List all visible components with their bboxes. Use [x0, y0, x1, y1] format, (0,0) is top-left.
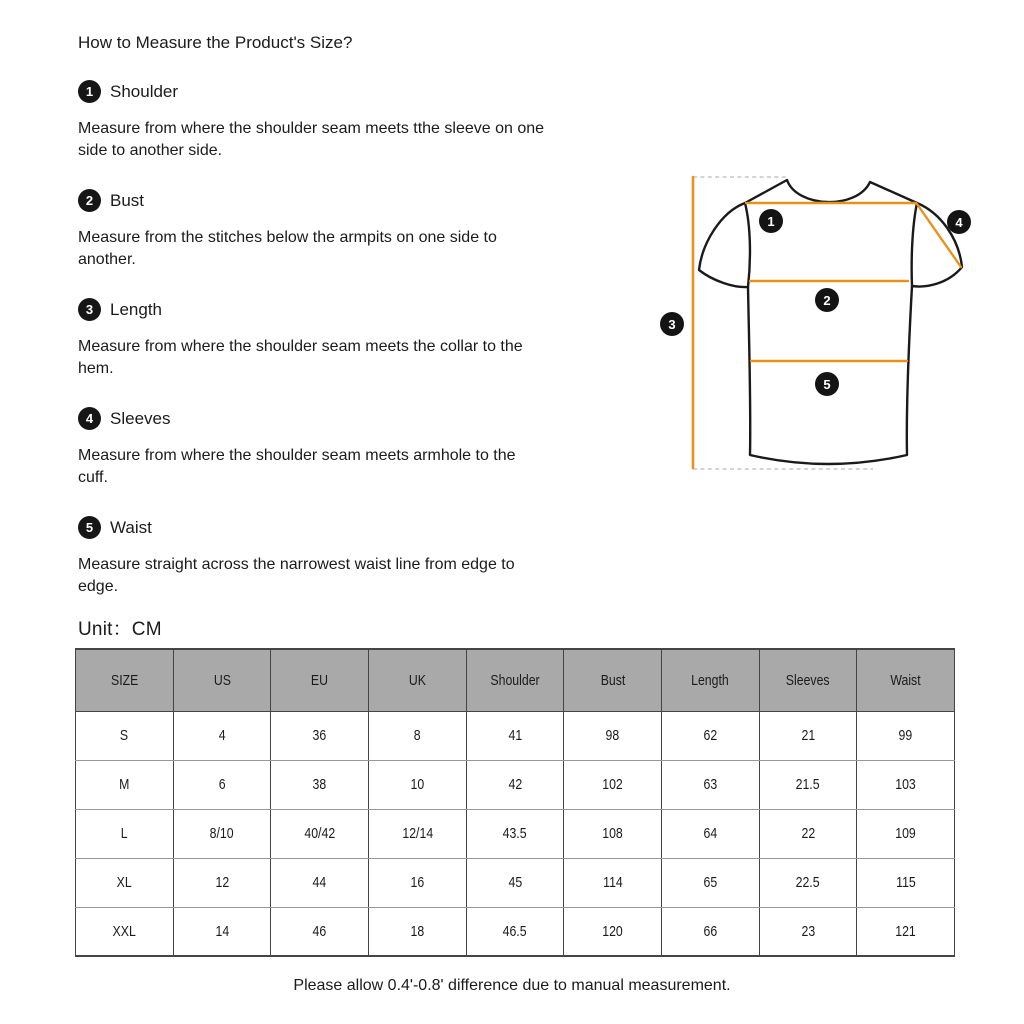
diagram-marker-sleeves: 4 — [947, 210, 971, 234]
diagram-marker-waist: 5 — [815, 372, 839, 396]
table-cell: 108 — [564, 809, 662, 858]
table-cell: 63 — [661, 760, 759, 809]
description-line: side to another side. — [78, 142, 223, 159]
section-label: Shoulder — [110, 82, 179, 101]
table-row-xl — [76, 858, 955, 907]
section-description — [78, 118, 630, 162]
table-cell: 46 — [271, 907, 369, 956]
table-cell: 22.5 — [759, 858, 857, 907]
description-line: hem. — [78, 360, 114, 377]
section-number-badge: 4 — [78, 407, 101, 430]
table-cell: 42 — [466, 760, 564, 809]
section-heading-waist — [78, 516, 630, 539]
col-header-waist: Waist — [857, 649, 955, 711]
table-cell: 109 — [857, 809, 955, 858]
description-line: Measure from where the shoulder seam meets armhole to the — [78, 447, 516, 464]
table-cell: L — [76, 809, 174, 858]
table-cell: XXL — [76, 907, 174, 956]
table-cell: S — [76, 711, 174, 760]
diagram-marker-shoulder: 1 — [759, 209, 783, 233]
tshirt-outline — [699, 180, 962, 464]
description-line: edge. — [78, 578, 119, 595]
section-heading-sleeves — [78, 407, 630, 430]
page-title: How to Measure the Product's Size? — [78, 33, 353, 52]
description-line: Measure from where the shoulder seam meets the collar to the — [78, 338, 523, 355]
description-line: cuff. — [78, 469, 108, 486]
col-header-eu: EU — [271, 649, 369, 711]
table-cell: 18 — [368, 907, 466, 956]
col-header-sleeves: Sleeves — [759, 649, 857, 711]
table-cell: 38 — [271, 760, 369, 809]
table-cell: 16 — [368, 858, 466, 907]
table-cell: 22 — [759, 809, 857, 858]
table-row-xxl — [76, 907, 955, 956]
table-cell: 66 — [661, 907, 759, 956]
diagram-marker-bust: 2 — [815, 288, 839, 312]
table-cell: 12 — [173, 858, 271, 907]
table-row-s — [76, 711, 955, 760]
size-table — [75, 648, 955, 957]
col-header-uk: UK — [368, 649, 466, 711]
description-line: Measure straight across the narrowest waist line from edge to — [78, 556, 515, 573]
table-cell: 8 — [368, 711, 466, 760]
section-number-badge: 1 — [78, 80, 101, 103]
table-cell: 43.5 — [466, 809, 564, 858]
table-cell: 45 — [466, 858, 564, 907]
table-cell: 4 — [173, 711, 271, 760]
table-cell: 64 — [661, 809, 759, 858]
section-label: Waist — [110, 518, 152, 537]
description-line: another. — [78, 251, 136, 268]
section-description — [78, 227, 630, 271]
unit-label: Unit：CM — [78, 619, 162, 640]
section-label: Bust — [110, 191, 145, 210]
section-description — [78, 554, 630, 598]
measurement-tolerance-note: Please allow 0.4'-0.8' difference due to manual measurement. — [293, 977, 731, 994]
table-row-m — [76, 760, 955, 809]
section-heading-bust — [78, 189, 630, 212]
table-cell: 23 — [759, 907, 857, 956]
table-cell: 99 — [857, 711, 955, 760]
col-header-shoulder: Shoulder — [466, 649, 564, 711]
table-cell: XL — [76, 858, 174, 907]
instructions-column — [78, 0, 630, 641]
table-row-l — [76, 809, 955, 858]
table-cell: M — [76, 760, 174, 809]
section-description — [78, 445, 630, 489]
col-header-us: US — [173, 649, 271, 711]
section-heading-length — [78, 298, 630, 321]
diagram-marker-length: 3 — [660, 312, 684, 336]
table-cell: 62 — [661, 711, 759, 760]
table-cell: 8/10 — [173, 809, 271, 858]
description-line: Measure from where the shoulder seam meets tthe sleeve on one — [78, 120, 545, 137]
section-number-badge: 2 — [78, 189, 101, 212]
table-cell: 21.5 — [759, 760, 857, 809]
description-line: Measure from the stitches below the armpits on one side to — [78, 229, 497, 246]
table-cell: 114 — [564, 858, 662, 907]
table-cell: 103 — [857, 760, 955, 809]
table-cell: 21 — [759, 711, 857, 760]
table-cell: 14 — [173, 907, 271, 956]
table-cell: 115 — [857, 858, 955, 907]
table-header-row — [76, 649, 955, 711]
table-cell: 65 — [661, 858, 759, 907]
table-cell: 36 — [271, 711, 369, 760]
section-number-badge: 3 — [78, 298, 101, 321]
col-header-size: SIZE — [76, 649, 174, 711]
section-description — [78, 336, 630, 380]
table-cell: 121 — [857, 907, 955, 956]
section-label: Sleeves — [110, 409, 171, 428]
table-cell: 40/42 — [271, 809, 369, 858]
section-label: Length — [110, 300, 162, 319]
tshirt-diagram-svg — [645, 155, 1024, 485]
col-header-bust: Bust — [564, 649, 662, 711]
section-number-badge: 5 — [78, 516, 101, 539]
table-cell: 46.5 — [466, 907, 564, 956]
table-cell: 12/14 — [368, 809, 466, 858]
section-heading-shoulder — [78, 80, 630, 103]
table-cell: 10 — [368, 760, 466, 809]
table-cell: 41 — [466, 711, 564, 760]
table-cell: 120 — [564, 907, 662, 956]
col-header-length: Length — [661, 649, 759, 711]
tshirt-measurement-diagram — [645, 155, 1024, 485]
table-cell: 98 — [564, 711, 662, 760]
table-cell: 6 — [173, 760, 271, 809]
table-cell: 44 — [271, 858, 369, 907]
table-cell: 102 — [564, 760, 662, 809]
